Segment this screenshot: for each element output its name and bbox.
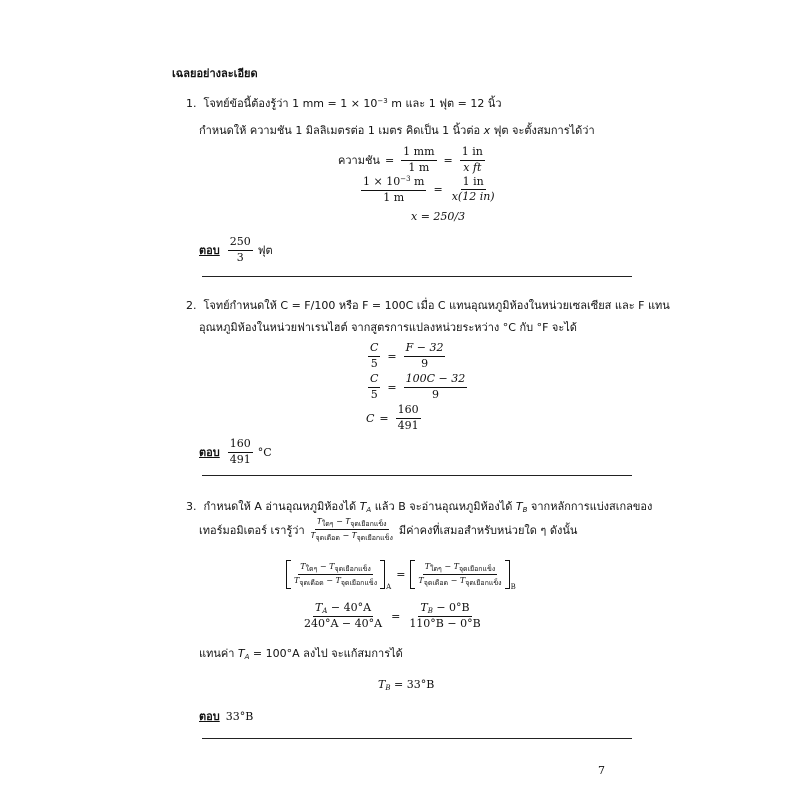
q3-equation-1: $\frac{\text{Tใดๆ − Tจุดเยือกแข็ง}}{\text{Tจุดเดือด − Tจุดเยือกแข็ง}}$ A = $\frac{\text{Tใดๆ − Tจุดเยือกแข็ง}}{\text{Tจุดเดือด − Tจุดเยือกแข็ง}}$ B [286,560,516,589]
q3-answer-value: 33°B [225,709,254,723]
divider-1 [202,276,632,277]
divider-2 [202,475,632,476]
q1-line1-post: m และ 1 ฟุต = 12 นิ้ว [387,97,502,110]
q2-eq2-right: $\frac{100C - 32}{9}$ [405,372,466,401]
q1-equation-1: ความชัน = $\frac{1 mm}{1 m}$ = $\frac{1 in}{\text{x ft}}$ [338,145,483,174]
q3-answer-label: ตอบ [199,710,220,723]
q2-answer-label: ตอบ [199,446,220,460]
q1-answer-label: ตอบ [199,244,220,258]
q3-eq2-left: $\frac{T_A - 40^\circ A}{240^\circ A - 40^\circ A}$ [304,601,383,631]
q1-eq2-fraction-right: $\frac{1 in}{x(12 in)}$ [451,174,495,204]
q3-eq1-bracket-right: $\frac{\text{Tใดๆ − Tจุดเยือกแข็ง}}{\text{Tจุดเดือด − Tจุดเยือกแข็ง}}$ [410,560,509,589]
q1-number: 1. [186,97,197,110]
q3-answer [199,707,253,725]
q3-eq1-sub-a: A [386,583,392,592]
q1-eq1-fraction-right: $\frac{1 in}{\text{x ft}}$ [461,145,483,174]
q2-equation-3: C = $\frac{160}{491}$ [366,403,419,432]
q3-line2 [199,517,577,542]
q2-answer-unit: °C [257,445,272,459]
q1-line1 [186,94,502,112]
q3-line3: แทนค่า $T_A = 100^\circ A$ ลงไป จะแก้สมการได้ [199,647,403,661]
q2-number: 2. [186,299,197,312]
q1-eq1-lhs: ความชัน [338,154,380,168]
q1-answer-fraction: $\frac{250}{3}$ [229,235,251,264]
q2-eq1-left: $\frac{C}{5}$ [370,341,379,370]
q3-eq1-sub-b: B [510,583,516,592]
q1-equation-3: x = 250/3 [411,210,466,223]
q2-line1-text: โจทย์กำหนดให้ C = F/100 หรือ F = 100C เมื่อ C แทนอุณหภูมิห้องในหน่วยเซลเซียส และ F แทน [203,299,670,312]
q2-line1 [186,296,670,314]
q2-eq2-left: $\frac{C}{5}$ [370,372,379,401]
q1-answer [199,236,273,264]
q3-line1: 3. กำหนดให้ A อ่านอุณหภูมิห้องได้ $T_A$ แล้ว B จะอ่านอุณหภูมิห้องได้ $T_B$ จากหลักการแบ่งสเกลของ [186,500,653,514]
q3-equation-2: $\frac{T_A - 40^\circ A}{240^\circ A - 40^\circ A}$ = $\frac{T_B - 0^\circ B}{110^\circ B - 0^\circ B}$ [304,601,481,631]
q2-eq3-fraction: $\frac{160}{491}$ [397,403,419,432]
q1-line2 [199,121,595,139]
q1-line2-post: ฟุต จะตั้งสมการได้ว่า [490,124,595,137]
q2-answer-fraction: $\frac{160}{491}$ [229,437,251,466]
q3-ratio-fraction: $\frac{\text{Tใดๆ − Tจุดเยือกแข็ง}}{\text{Tจุดเดือด − Tจุดเยือกแข็ง}}$ [310,517,393,543]
q1-line2-var: x [483,124,491,137]
q2-line2: อุณหภูมิห้องในหน่วยฟาเรนไฮต์ จากสูตรการแปลงหน่วยระหว่าง °C กับ °F จะได้ [199,321,577,334]
q3-result: $T_B = 33^\circ B$ [378,678,435,692]
q2-equation-1: $\frac{C}{5}$ = $\frac{F - 32}{9}$ [370,341,444,370]
q2-eq1-right: $\frac{F - 32}{9}$ [405,341,444,370]
q2-answer [199,438,272,466]
q1-equation-2: $\frac{1 \times 10^{-3} m}{1 m}$ = $\frac{1 in}{x(12 in)}$ [363,174,495,204]
divider-3 [202,738,632,739]
q1-line1-pre: โจทย์ข้อนี้ต้องรู้ว่า 1 mm = 1 × 10 [203,97,378,110]
q3-eq2-right: $\frac{T_B - 0^\circ B}{110^\circ B - 0^\circ B}$ [409,601,481,631]
q3-line2-pre: เทอร์มอมิเตอร์ เรารู้ว่า [199,523,305,537]
q3-line2-post: มีค่าคงที่เสมอสำหรับหน่วยใด ๆ ดังนั้น [398,523,578,537]
q2-equation-2: $\frac{C}{5}$ = $\frac{100C - 32}{9}$ [370,372,466,401]
q1-eq1-fraction-left: $\frac{1 mm}{1 m}$ [403,145,435,174]
q3-eq1-bracket-left: $\frac{\text{Tใดๆ − Tจุดเยือกแข็ง}}{\text{Tจุดเดือด − Tจุดเยือกแข็ง}}$ [286,560,385,589]
q1-eq2-fraction-left: $\frac{1 \times 10^{-3} m}{1 m}$ [363,175,425,204]
q3-number: 3. [186,500,197,513]
section-heading: เฉลยอย่างละเอียด [172,67,258,80]
page-number: 7 [598,764,605,777]
q1-line1-exp: −3 [377,97,388,105]
q1-answer-unit: ฟุต [257,244,273,258]
q1-line2-pre: กำหนดให้ ความชัน 1 มิลลิเมตรต่อ 1 เมตร คิดเป็น 1 นิ้วต่อ [199,124,484,137]
